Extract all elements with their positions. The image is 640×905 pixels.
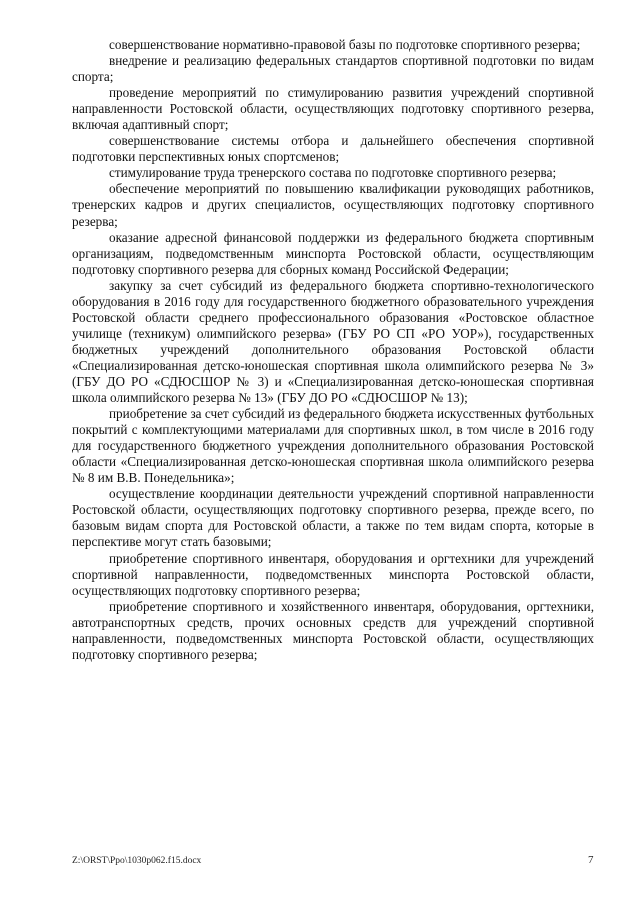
paragraph: внедрение и реализацию федеральных стандартов спортивной подготовки по видам спорта;: [72, 53, 594, 85]
paragraph: приобретение спортивного и хозяйственного инвентаря, оборудования, оргтехники, автотранспортных средств, прочих основных средств для учреждений спортивной направленности, подведомственных минспорта Ростовской области, осуществляющих подготовку спортивного резерва;: [72, 598, 594, 662]
paragraph: совершенствование нормативно-правовой базы по подготовке спортивного резерва;: [109, 37, 581, 52]
paragraph: совершенствование системы отбора и дальнейшего обеспечения спортивной подготовки перспективных юных спортсменов;: [72, 133, 594, 165]
paragraph: оказание адресной финансовой поддержки из федерального бюджета спортивным организациям, подведомственным минспорта Ростовской области, осуществляющим подготовку спортивного резерва для сборных команд Российской Федерации;: [72, 229, 594, 277]
paragraph: проведение мероприятий по стимулированию развития учреждений спортивной направленности Ростовской области, осуществляющих подготовку спортивного резерва, включая адаптивный спорт;: [72, 85, 594, 133]
page-number: 7: [588, 854, 594, 866]
paragraph: закупку за счет субсидий из федерального бюджета спортивно-технологического оборудования в 2016 году для государственного бюджетного образовательного учреждения Ростовской области среднего профессионального образования «Ростовское областное училище (техникум) олимпийского резерва» (ГБУ РО СП «РО УОР»), государственных бюджетных учреждений дополнительного образования Ростовской области «Специализированная детско-юношеская спортивная школа олимпийского резерва № 3» (ГБУ ДО РО «СДЮСШОР № 3) и «Специализированная детско-юношеская спортивная школа олимпийского резерва № 13» (ГБУ ДО РО «СДЮСШОР № 13);: [72, 277, 594, 406]
paragraph: осуществление координации деятельности учреждений спортивной направленности Ростовской области, осуществляющих подготовку спортивного резерва, прежде всего, по базовым видам спорта для Ростовской области, а также по тем видам спорта, которые в перспективе могут стать базовыми;: [72, 486, 594, 550]
paragraph: стимулирование труда тренерского состава по подготовке спортивного резерва;: [109, 165, 557, 181]
footer-file-path: Z:\ORST\Ppo\1030p062.f15.docx: [72, 856, 202, 866]
paragraph: обеспечение мероприятий по повышению квалификации руководящих работников, тренерских кадров и других специалистов, осуществляющих подготовку спортивного резерва;: [72, 181, 594, 229]
paragraph: приобретение за счет субсидий из федерального бюджета искусственных футбольных покрытий с комплектующими материалами для спортивных школ, в том числе в 2016 году для государственного бюджетного учреждения дополнительного образования Ростовской области «Специализированная детско-юношеская спортивная школа олимпийского резерва № 8 им В.В. Понедельника»;: [72, 406, 594, 486]
paragraph: приобретение спортивного инвентаря, оборудования и оргтехники для учреждений спортивной направленности, подведомственных минспорта Ростовской области, осуществляющих подготовку спортивного резерва;: [72, 550, 594, 598]
document-body: [72, 37, 594, 663]
